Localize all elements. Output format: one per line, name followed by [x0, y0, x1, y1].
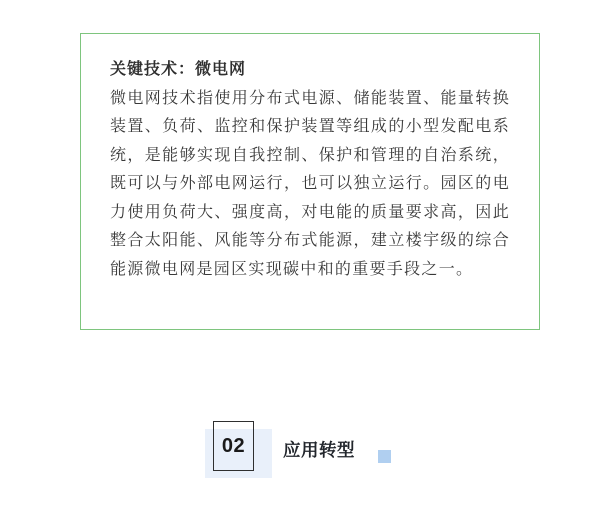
- accent-square-icon: [378, 450, 391, 463]
- card-body-text: 微电网技术指使用分布式电源、储能装置、能量转换装置、负荷、监控和保护装置等组成的小型发配电系统，是能够实现自我控制、保护和管理的自治系统，既可以与外部电网运行，也可以独立运行。园区的电力使用负荷大、强度高，对电能的质量要求高，因此整合太阳能、风能等分布式能源，建立楼宇级的综合能源微电网是园区实现碳中和的重要手段之一。: [110, 89, 510, 278]
- section-header: [205, 421, 405, 481]
- section-title: 应用转型: [283, 440, 355, 460]
- section-number: 02: [221, 434, 246, 457]
- card-title: 关键技术：微电网: [110, 61, 247, 78]
- section-number-box: [213, 421, 254, 471]
- key-technology-card: [80, 33, 540, 330]
